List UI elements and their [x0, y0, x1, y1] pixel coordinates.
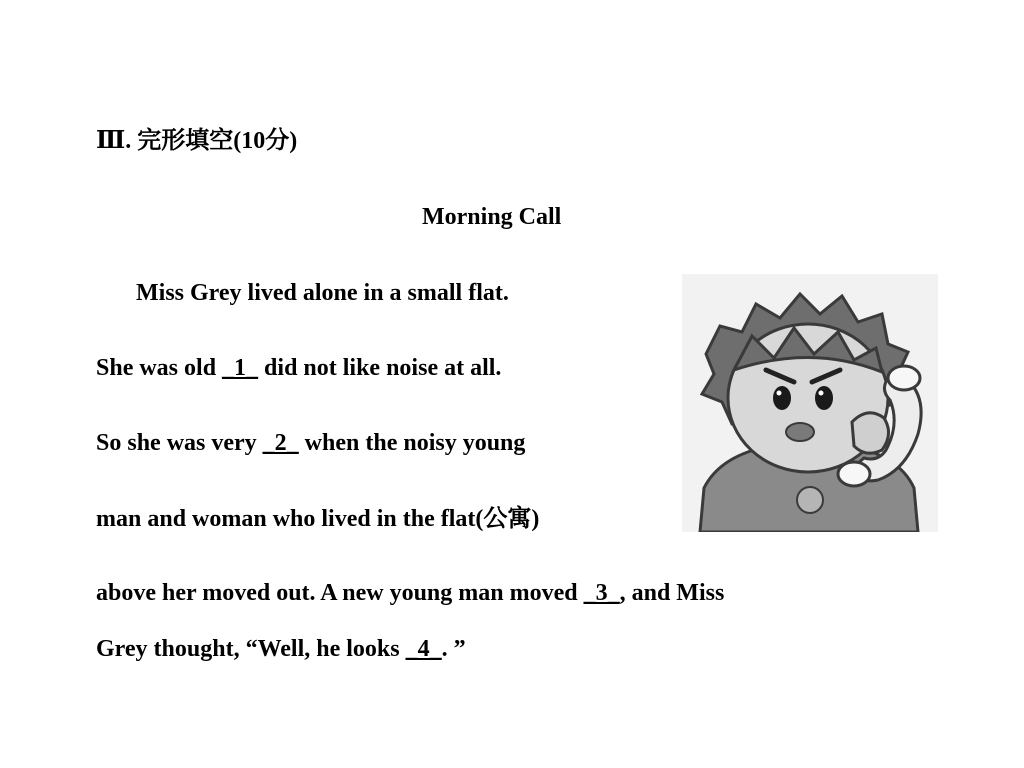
line-text: did not like noise at all.: [258, 355, 502, 381]
blank-4: _4_: [405, 636, 442, 662]
blank-2: _2_: [262, 430, 299, 456]
passage-line-5: [96, 578, 724, 608]
passage-line-2: [96, 353, 501, 383]
passage-line-6: [96, 634, 466, 664]
line-text: , and Miss: [619, 580, 725, 606]
passage-line-1: [136, 278, 509, 308]
blank-1: _1_: [222, 355, 259, 381]
line-text: when the noisy young: [298, 430, 526, 456]
section-heading: Ⅲ. 完形填空(10分): [96, 128, 298, 154]
line-text: So she was very: [96, 430, 263, 456]
passage-line-4: [96, 504, 539, 534]
line-text: She was old: [96, 355, 223, 381]
line-text: Grey thought, “Well, he looks: [96, 636, 406, 662]
blank-3: _3_: [583, 580, 620, 606]
line-text: man and woman who lived in the flat(公寓): [96, 506, 540, 532]
passage-line-3: [96, 428, 525, 458]
passage-title: Morning Call: [422, 204, 562, 230]
line-text: . ”: [441, 636, 466, 662]
line-text: Miss Grey lived alone in a small flat.: [136, 280, 509, 306]
line-text: above her moved out. A new young man moved: [96, 580, 584, 606]
angry-person-on-phone-icon: [682, 274, 938, 532]
